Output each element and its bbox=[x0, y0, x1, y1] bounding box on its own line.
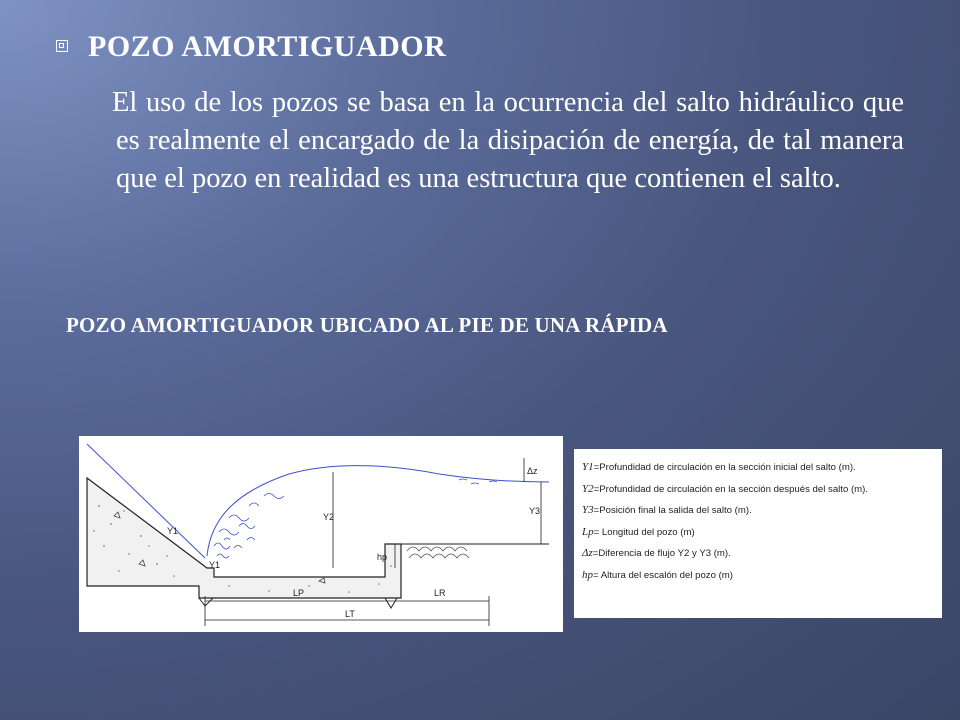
slide-title-text: POZO AMORTIGUADOR bbox=[88, 30, 447, 63]
diagram-subtitle: POZO AMORTIGUADOR UBICADO AL PIE DE UNA RÁPIDA bbox=[66, 313, 668, 337]
legend-item: Y1=Profundidad de circulación en la sección inicial del salto (m). bbox=[582, 461, 856, 473]
jump-turbulence bbox=[214, 494, 284, 559]
body-paragraph: El uso de los pozos se basa en la ocurrencia del salto hidráulico que es realmente el encargado de la disipación de energía, de tal manera que el pozo en realidad es una estructura que contienen el salto. bbox=[112, 87, 904, 194]
variable-legend bbox=[574, 449, 942, 618]
label-lt: LT bbox=[345, 609, 355, 619]
legend-item: Lp= Longitud del pozo (m) bbox=[582, 525, 695, 538]
slide-title bbox=[88, 30, 446, 64]
label-y2: Y2 bbox=[323, 512, 335, 522]
stilling-basin-diagram bbox=[79, 436, 563, 632]
label-y1: Y1 bbox=[209, 560, 221, 570]
square-bullet-icon bbox=[56, 40, 68, 52]
label-dz: Δz bbox=[527, 466, 538, 476]
legend-item: Y2=Profundidad de circulación en la sección después del salto (m). bbox=[582, 482, 869, 495]
legend-item: hp= Altura del escalón del pozo (m) bbox=[582, 568, 733, 581]
label-lr: LR bbox=[434, 588, 446, 598]
riprap bbox=[407, 547, 469, 558]
jump-water-surface bbox=[207, 466, 549, 556]
dimension-lines bbox=[205, 458, 541, 626]
legend-item: Δz=Diferencia de flujo Y2 y Y3 (m). bbox=[582, 547, 731, 559]
label-hp: hp bbox=[377, 552, 388, 562]
legend-item: Y3=Posición final la salida del salto (m). bbox=[582, 504, 752, 516]
label-lp: LP bbox=[293, 588, 305, 598]
label-y3: Y3 bbox=[529, 506, 541, 516]
label-y1-slope: Y1 bbox=[167, 526, 179, 536]
